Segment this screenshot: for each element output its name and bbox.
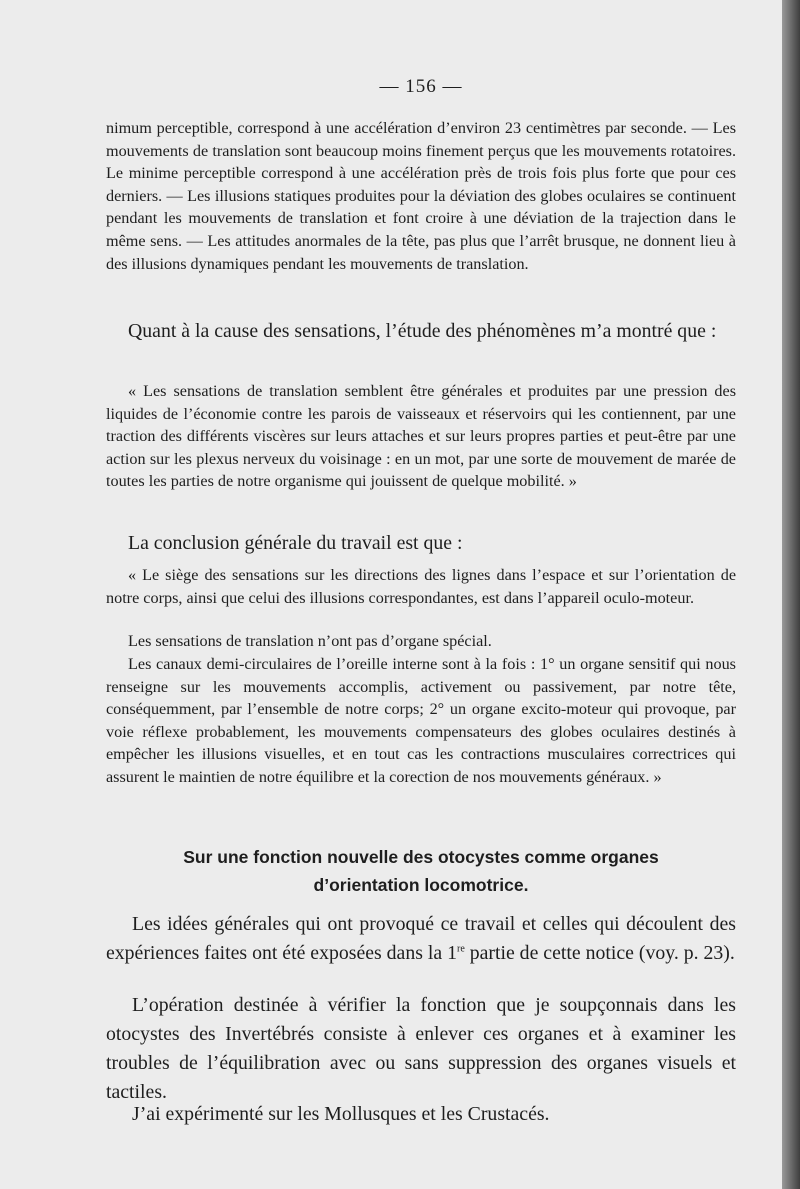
ordinal-superscript: re — [456, 943, 465, 955]
section-title-line-2: d’orientation locomotrice. — [313, 875, 529, 895]
paragraph-operation: L’opération destinée à vérifier la fonction que je soupçonnais dans les otocystes des Invertébrés consiste à enlever ces organes et à examiner les troubles de l’équilibration avec ou sans suppression des organes visuels et tactiles. — [106, 994, 736, 1103]
paragraph-cause-quote: « Les sensations de translation semblent être générales et produites par une pression des liquides de l’économie contre les parois de vaisseaux et réservoirs qui les contiennent, par une traction des différents viscères sur leurs attaches et sur leurs propres parties et peut-être par une action sur les plexus nerveux du voisinage : en un mot, par une sorte de mouvement de marée de toutes les parties de notre organisme qui jouissent de quelque mobilité. » — [106, 382, 736, 491]
general-ideas-text-end: partie de cette notice (voy. p. 23). — [464, 942, 735, 964]
paragraph-translation-results: nimum perceptible, correspond à une accélération d’environ 23 centimètres par seconde. — Les mouvements de translation sont beaucoup moins finement perçus que les mouvements rotatoires. Le minime perceptible correspond à une accélération près de trois fois plus forte que pour ces derniers. — Les illusions statiques produites pour la déviation des globes oculaires se continuent pendant les mouvements de translation et font croire à une déviation de la trajection dans le même sens. — Les attitudes anormales de la tête, pas plus que l’arrêt brusque, ne donnent lieu à des illusions dynamiques pendant les mouvements de translation. — [106, 119, 736, 273]
paragraph-conclusion-quote-3: Les canaux demi-circulaires de l’oreille interne sont à la fois : 1° un organe sensitif qui nous renseigne sur les mouvements accomplis, activement ou passivement, par notre tête, conséquemment, par l’ensemble de notre corps; 2° un organe excito-moteur qui provoque, par voie réflexe probablement, les mouvements compensateurs des globes oculaires destinés à empêcher les illusions visuelles, et en tout cas les contractions musculaires correctrices qui assurent le maintien de notre équilibre et la corection de nos mouvements généraux. » — [106, 655, 736, 786]
paragraph-experiments: J’ai expérimenté sur les Mollusques et les Crustacés. — [132, 1103, 550, 1125]
paragraph-cause-intro: Quant à la cause des sensations, l’étude des phénomènes m’a montré que : — [128, 320, 717, 342]
section-title-line-1: Sur une fonction nouvelle des otocystes comme organes — [183, 847, 659, 867]
page-edge-shadow — [782, 0, 800, 1189]
paragraph-general-ideas — [106, 910, 736, 968]
paragraph-conclusion-quote-1: « Le siège des sensations sur les directions des lignes dans l’espace et sur l’orientation de notre corps, ainsi que celui des illusions correspondantes, est dans l’appareil oculo-moteur. — [106, 566, 736, 607]
section-title — [106, 843, 736, 899]
paragraph-conclusion-intro: La conclusion générale du travail est que : — [128, 532, 463, 554]
paragraph-conclusion-quote-2: Les sensations de translation n’ont pas d’organe spécial. — [128, 632, 492, 650]
page-number: — 156 — — [379, 76, 463, 97]
general-ideas-text: Les idées générales qui ont provoqué ce travail et celles qui découlent des expériences faites ont été exposées dans la 1 — [106, 913, 736, 964]
